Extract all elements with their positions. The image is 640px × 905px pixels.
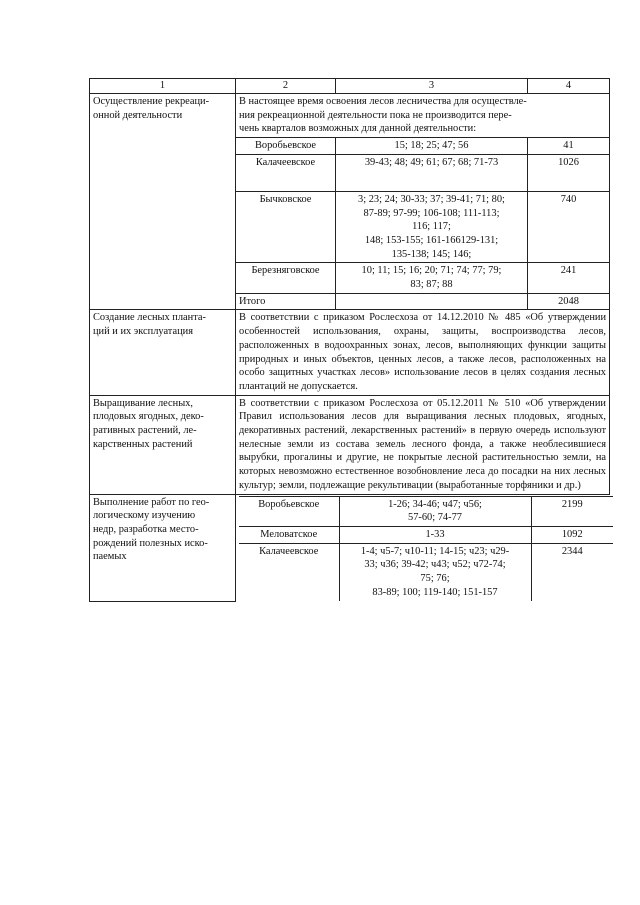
column-number-1: 1 [90,79,236,94]
quarter-list: 3; 23; 24; 30-33; 37; 39-41; 71; 80; 87-89; 97-99; 106-108; 111-113; 116; 117; 148; 153-155; 161-166129-131; 135-138; 145; 146; [336,191,528,263]
cultivation-row [90,395,610,494]
plantations-row [90,310,610,395]
district-name: Бычковское [236,191,336,263]
quarter-list: 15; 18; 25; 47; 56 [336,138,528,155]
quarter-list: 1-26; 34-46; ч47; ч56; 57-60; 74-77 [339,496,531,526]
total-empty-cell [336,293,528,310]
column-number-4: 4 [528,79,610,94]
table-row [239,496,613,526]
district-name: Воробьевское [239,496,339,526]
activity-recreation: Осуществление рекреаци- онной деятельности [90,94,236,310]
quarter-list: 1-33 [339,526,531,543]
column-number-2: 2 [236,79,336,94]
forest-use-table [89,78,610,602]
district-name: Калачеевское [239,543,339,600]
header-row [90,79,610,94]
recreation-intro-row [90,94,610,138]
activity-cultivation: Выращивание лесных, плодовых ягодных, деко- ративных растений, ле- карственных растений [90,395,236,494]
cultivation-text: В соответствии с приказом Рослесхоза от 05.12.2011 № 510 «Об утверждении Правил использования лесов для выращивания лесных плодовых, ягодных, декоративных растений, лекарственных растений» в первую очередь используют нелесные земли из состава земель лесного фонда, а также необлесившиеся вырубки, прогалины и другие, не покрытые лесной растительностью земли, на которых невозможно естественное возобновление леса до посадки на них лесных культур; земли, подлежащие рекультивации (выработанные торфяники и др.) [236,395,610,494]
area-value: 41 [528,138,610,155]
table-row [239,543,613,600]
geology-subtable-cell [236,494,610,601]
column-number-3: 3 [336,79,528,94]
area-value: 2199 [531,496,613,526]
total-label: Итого [236,293,336,310]
geology-row [90,494,610,601]
district-name: Калачеевское [236,154,336,191]
area-value: 241 [528,263,610,293]
activity-plantations: Создание лесных планта- ций и их эксплуатация [90,310,236,395]
geology-subtable [239,496,613,601]
area-value: 1092 [531,526,613,543]
plantations-text: В соответствии с приказом Рослесхоза от 14.12.2010 № 485 «Об утверждении особенностей использования, охраны, защиты, воспроизводства лесов, расположенных в водоохранных зонах, лесов, выполняющих функции защиты природных и иных объектов, ценных лесов, а также лесов, расположенных на особо защитных участках лесов» использование лесов в целях создания лесных плантаций не допускается. [236,310,610,395]
district-name: Воробьевское [236,138,336,155]
area-value: 1026 [528,154,610,191]
quarter-list: 39-43; 48; 49; 61; 67; 68; 71-73 [336,154,528,191]
area-value: 2344 [531,543,613,600]
total-value: 2048 [528,293,610,310]
activity-geology: Выполнение работ по гео- логическому изучению недр, разработка место- рождений полезных иско- паемых [90,494,236,601]
quarter-list: 10; 11; 15; 16; 20; 71; 74; 77; 79; 83; 87; 88 [336,263,528,293]
district-name: Меловатское [239,526,339,543]
recreation-intro-text: В настоящее время освоения лесов лесничества для осуществле- ния рекреационной деятельности пока не производится пере- чень кварталов возможных для данной деятельности: [236,94,610,138]
area-value: 740 [528,191,610,263]
quarter-list: 1-4; ч5-7; ч10-11; 14-15; ч23; ч29- 33; ч36; 39-42; ч43; ч52; ч72-74; 75; 76; 83-89; 100; 119-140; 151-157 [339,543,531,600]
table-row [239,526,613,543]
district-name: Березняговское [236,263,336,293]
